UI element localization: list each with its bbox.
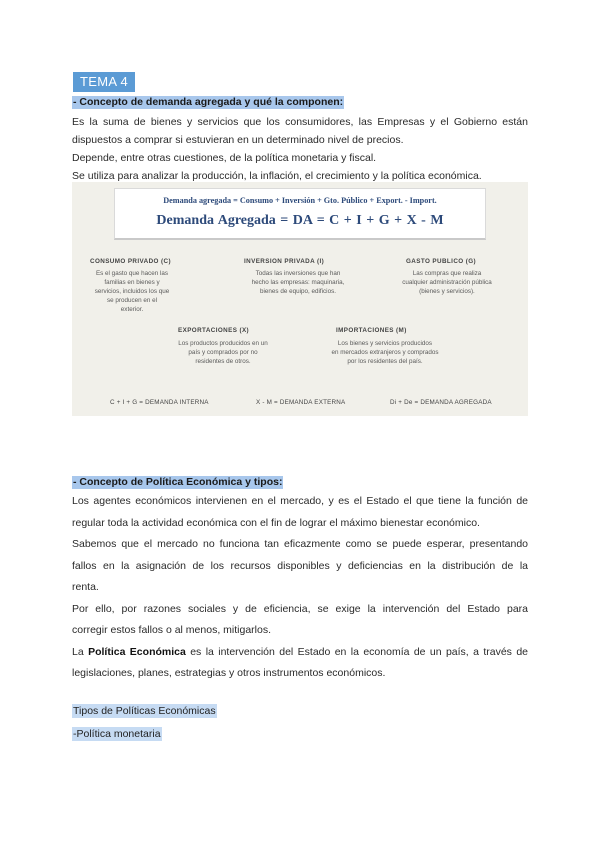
gasto-title: GASTO PUBLICO (G) — [406, 258, 477, 265]
desc-line: en mercados extranjeros y comprados — [331, 349, 439, 356]
text-line: Sabemos que el mercado no funciona tan eficazmente como se puede esperar, presentando — [72, 538, 528, 550]
importaciones-title: IMPORTACIONES (M) — [336, 327, 407, 334]
consumo-title: CONSUMO PRIVADO (C) — [90, 258, 171, 265]
section-heading-demanda: - Concepto de demanda agregada y qué la componen: — [73, 96, 344, 108]
desc-line: residentes de otros. — [195, 358, 251, 365]
desc-line: exterior. — [120, 306, 144, 313]
desc-line: cualquier administración pública — [402, 279, 492, 286]
politica-monetaria-item: -Política monetaria — [73, 728, 161, 740]
desc-line: servicios, incluidos los que — [94, 288, 170, 295]
desc-line: bienes de equipo, edificios. — [260, 288, 336, 295]
tipos-heading: Tipos de Políticas Económicas — [73, 705, 216, 717]
text-line: Los agentes económicos intervienen en el mercado, y es el Estado el que tiene la función de — [72, 495, 528, 507]
desc-line: Es el gasto que hacen las — [95, 270, 169, 277]
inversion-description — [238, 269, 358, 296]
text-line: corregir estos fallos o al menos, mitigarlos. — [72, 624, 271, 636]
formula-main: Demanda Agregada = DA = C + I + G + X - M — [156, 213, 444, 228]
topic-label: TEMA 4 — [73, 72, 135, 92]
desc-line: se producen en el — [106, 297, 158, 304]
inversion-title: INVERSION PRIVADA (I) — [244, 258, 325, 265]
importaciones-description — [316, 339, 454, 366]
desc-line: (bienes y servicios). — [419, 288, 475, 295]
section-heading-politica: - Concepto de Política Económica y tipos: — [73, 476, 283, 488]
gasto-description — [382, 269, 512, 296]
text-line: regular toda la actividad económica con el fin de lograr el máximo bienestar económico. — [72, 516, 480, 529]
consumo-description — [82, 269, 182, 314]
exportaciones-description — [160, 339, 286, 366]
exportaciones-title: EXPORTACIONES (X) — [178, 327, 250, 334]
text-line: dispuestos a comprar si estuvieran en un determinado nivel de precios. — [72, 134, 404, 146]
desc-line: Los bienes y servicios producidos — [337, 340, 433, 347]
desc-line: hecho las empresas: maquinaria, — [251, 279, 345, 286]
demanda-interna-label: C + I + G = DEMANDA INTERNA — [110, 399, 209, 406]
desc-line: país y comprados por no — [188, 349, 258, 356]
formula-box — [114, 188, 486, 240]
text-line — [72, 642, 528, 664]
demanda-externa-label: X - M = DEMANDA EXTERNA — [256, 399, 346, 406]
paragraph-politica — [72, 491, 528, 685]
text-line: Se utiliza para analizar la producción, la inflación, el crecimiento y la política económica. — [72, 170, 482, 182]
paragraph-demanda — [72, 113, 528, 185]
demanda-agregada-label: Di + De = DEMANDA AGREGADA — [390, 399, 492, 406]
desc-line: por los residentes del país. — [347, 358, 423, 365]
desc-line: familias en bienes y — [104, 279, 160, 286]
demanda-agregada-infographic — [72, 182, 528, 416]
text-line: Es la suma de bienes y servicios que los consumidores, las Empresas y el Gobierno están — [72, 116, 528, 128]
text-line: legislaciones, planes, estrategias y otros instrumentos económicos. — [72, 667, 386, 679]
text-line: fallos en la asignación de los recursos disponibles y deficiencias en la distribución de la — [72, 559, 528, 572]
formula-words: Demanda agregada = Consumo + Inversión + Gto. Público + Export. - Import. — [163, 196, 437, 205]
text-fragment: es la intervención del Estado en la economía de un país, a través de — [185, 645, 528, 658]
text-line: renta. — [72, 581, 99, 593]
desc-line: Todas las inversiones que han — [255, 270, 341, 277]
text-line: Depende, entre otras cuestiones, de la política monetaria y fiscal. — [72, 152, 377, 164]
desc-line: Las compras que realiza — [412, 270, 482, 277]
text-fragment: La — [72, 645, 89, 658]
text-line: Por ello, por razones sociales y de eficiencia, se exige la intervención del Estado para — [72, 602, 528, 615]
desc-line: Los productos producidos en un — [178, 340, 268, 347]
bold-term: Política Económica — [88, 645, 186, 658]
